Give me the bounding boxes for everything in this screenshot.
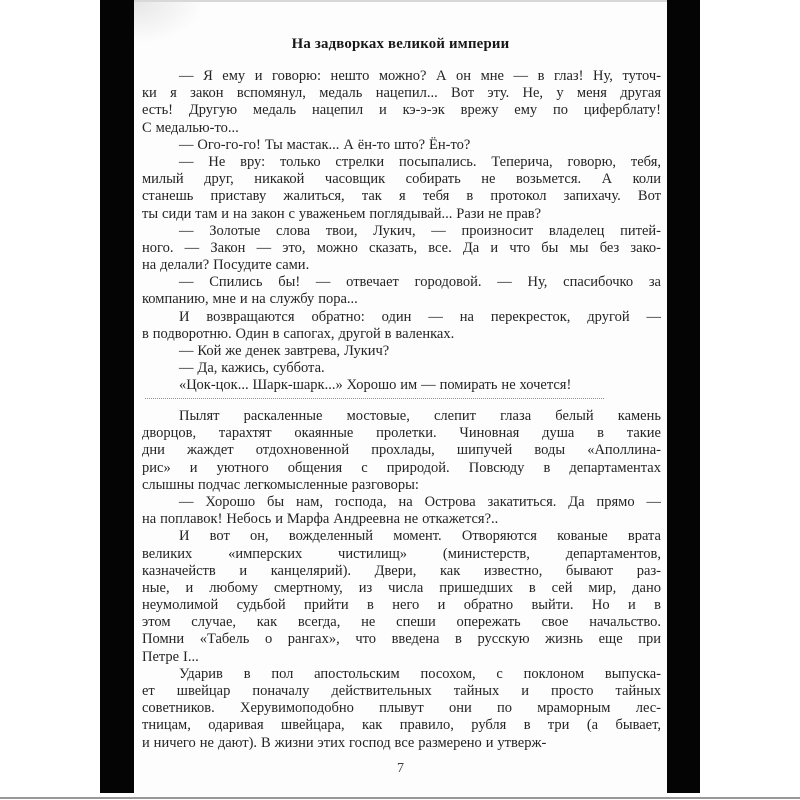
text-line: — Кой же денек завтрева, Лукич? [179, 343, 390, 359]
text-line: дни жаждет отдохновенной прохлады, шипучей воды «Аполлина- [142, 442, 661, 459]
text-line: — Спились бы! — отвечает городовой. — Ну, спасибочко за [179, 274, 661, 291]
left-book-edge [100, 0, 134, 793]
paragraph [142, 137, 661, 154]
text-line: — Золотые слова твои, Лукич, — произносит владелец питей- [179, 222, 661, 239]
text-line: компанию, мне и на службу пора... [142, 291, 358, 308]
text-line: ного. — Закон — это, можно сказать, все. Да и что бы мы без зако- [142, 239, 661, 256]
chapter-title: На задворках великой империи [291, 36, 510, 52]
text-line: советников. Херувимоподобно плывут они по мраморным лес- [142, 700, 661, 717]
page-top-edge-shadow [134, 0, 667, 2]
text-line: «Цок-цок... Шарк-шарк...» Хорошо им — помирать не хочется! [179, 377, 572, 394]
text-line: слышны подчас легкомысленные разговоры: [142, 476, 419, 493]
text-line: — Да, кажись, суббота. [179, 360, 325, 377]
paragraph [142, 68, 661, 137]
text-line: ет швейцар поначалу действительных тайных и просто тайных [142, 683, 661, 699]
paragraph [142, 154, 661, 223]
photo-bottom-edge [0, 797, 800, 799]
text-line: И возвращаются обратно: один — на перекресток, другой — [179, 308, 661, 325]
text-line: рис» и уютного общения с природой. Повсюду в департаментах [142, 459, 661, 476]
paragraph [142, 223, 661, 275]
text-line: в подворотню. Один в сапогах, другой в валенках. [142, 325, 455, 342]
paragraph [142, 309, 661, 343]
text-line: Помни «Табель о рангах», что введена в русскую жизнь еще при [142, 631, 661, 648]
text-line: неумолимой судьбой прийти в него и обратно выйти. Но и в [142, 597, 661, 614]
text-line: — Я ему и говорю: нешто можно? А он мне — в глаз! Ну, туточ- [179, 68, 661, 84]
text-line: великих «имперских чистилищ» (министерств, департаментов, [142, 545, 661, 562]
text-line: Ударив в пол апостольским посохом, с поклоном выпуска- [179, 665, 661, 682]
text-line: С медалью-то... [142, 119, 239, 136]
text-line: тницам, одаривая швейцара, как правило, рубля в три (а бывает, [142, 717, 661, 734]
right-book-edge [667, 0, 700, 793]
text-line: ные, и любому смертному, из числа пришедших в сей мир, дано [142, 579, 661, 596]
paragraph [142, 528, 661, 666]
section-divider [145, 398, 604, 399]
text-line: И вот он, вожделенный момент. Отворяются кованые врата [179, 528, 661, 545]
text-line: милый друг, никакой часовщик собирать не возьмется. А коли [142, 171, 661, 188]
text-line: есть! Другую медаль нацепил и кэ-э-эк врежу ему по циферблату! [142, 102, 661, 119]
paragraph [142, 377, 661, 394]
text-line: ки я закон вспомянул, медаль нацепил... Вот эту. Не, у меня другая [142, 85, 661, 102]
text-section-2 [142, 408, 661, 752]
text-line: станешь приставу жалиться, так я тебя в протокол запихачу. Вот [142, 188, 661, 205]
paragraph [142, 408, 661, 494]
paragraph [142, 360, 661, 377]
text-line: на поплавок! Небось и Марфа Андреевна не откажется?.. [142, 511, 499, 528]
text-line: этом случае, как всегда, не спеши опережать свое начальство. [142, 614, 661, 631]
paragraph [142, 274, 661, 308]
text-line: дворцов, тарахтят окаянные пролетки. Чиновная душа в такие [142, 425, 661, 442]
text-line: казначейств и канцелярий). Двери, как известно, бывают раз- [142, 562, 661, 579]
book-page [134, 0, 667, 800]
text-line: и ничего не дают). В жизни этих господ все размерено и утверж- [142, 734, 547, 751]
text-line: — Ого-го-го! Ты мастак... А ён-то што? Ён-то? [179, 136, 471, 153]
text-line: Петре I... [142, 648, 199, 665]
page-number: 7 [397, 761, 404, 776]
text-line: — Хорошо бы нам, господа, на Острова закатиться. Да прямо — [179, 493, 661, 510]
text-line: Пылят раскаленные мостовые, слепит глаза белый камень [179, 408, 661, 424]
paragraph [142, 666, 661, 752]
text-section-1 [142, 68, 661, 395]
text-line: ты сиди там и на закон с уваженьем поглядывай... Рази не прав? [142, 205, 542, 222]
text-line: на делали? Посудите сами. [142, 257, 310, 274]
paragraph [142, 343, 661, 360]
text-line: — Не вру: только стрелки посыпались. Теперича, говорю, тебя, [179, 153, 661, 170]
paragraph [142, 494, 661, 528]
